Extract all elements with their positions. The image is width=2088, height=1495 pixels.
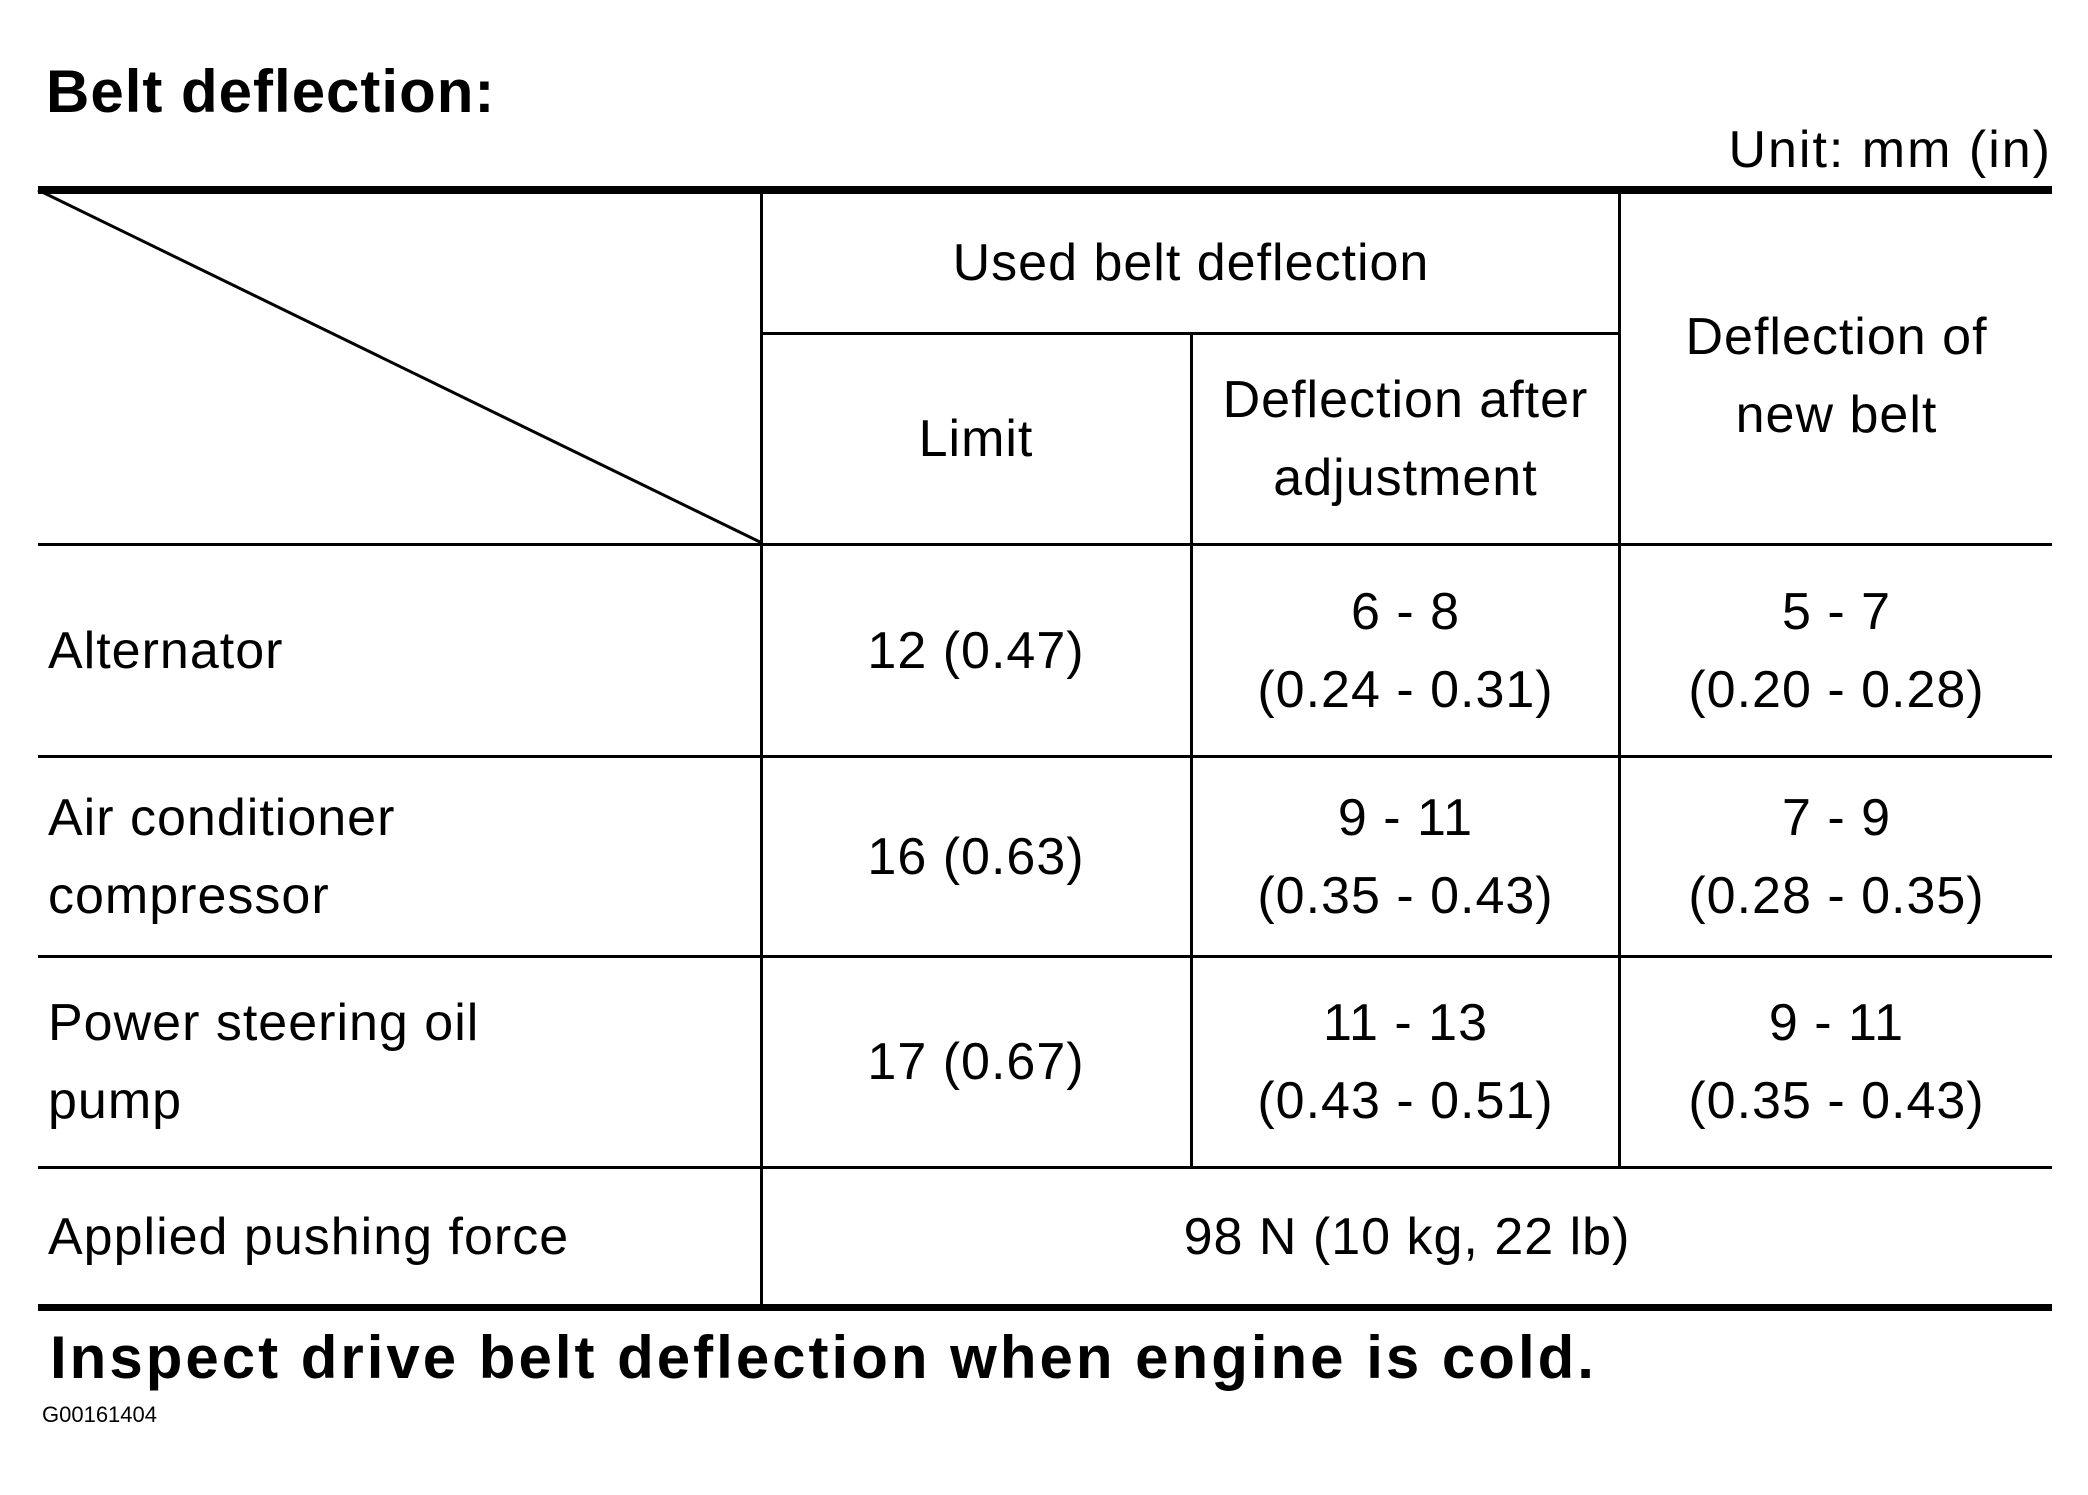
limit-value: 16 (0.63) <box>867 827 1085 886</box>
after-adjustment-in: (0.24 - 0.31) <box>1257 660 1554 719</box>
unit-label: Unit: mm (in) <box>1728 121 2052 179</box>
header-new-belt-line-1: Deflection of <box>1685 308 1988 366</box>
table-row-power-steering-new-belt <box>1621 958 2052 1166</box>
new-belt-mm: 5 - 7 <box>1781 582 1892 641</box>
table-row-ac-compressor-new-belt <box>1621 758 2052 955</box>
table-row-ac-compressor-after-adjustment <box>1193 758 1618 955</box>
force-value-text: 98 N (10 kg, 22 lb) <box>1183 1207 1631 1266</box>
new-belt-in: (0.35 - 0.43) <box>1688 1072 1985 1130</box>
after-adjustment-mm: 6 - 8 <box>1350 582 1461 641</box>
header-used-belt-deflection <box>762 194 1620 332</box>
header-limit <box>762 335 1190 543</box>
table-row-alternator-new-belt <box>1621 546 2052 755</box>
inspection-note: Inspect drive belt deflection when engine is cold. <box>50 1324 1597 1391</box>
header-deflection-after-adjustment <box>1193 335 1618 543</box>
header-deflection-of-new-belt <box>1621 194 2052 543</box>
row-label-line: Alternator <box>48 621 284 680</box>
new-belt-mm: 7 - 9 <box>1781 788 1892 847</box>
table-row-alternator-label <box>48 546 748 755</box>
new-belt-in: (0.28 - 0.35) <box>1688 866 1985 925</box>
page-title: Belt deflection: <box>46 58 496 125</box>
new-belt-mm: 9 - 11 <box>1768 994 1905 1052</box>
row-label-line-1: Power steering oil <box>48 994 480 1052</box>
header-after-adjustment-line-1: Deflection after <box>1222 371 1589 429</box>
force-label-text: Applied pushing force <box>48 1207 570 1266</box>
after-adjustment-in: (0.43 - 0.51) <box>1257 1072 1554 1130</box>
after-adjustment-mm: 11 - 13 <box>1322 994 1488 1052</box>
table-row-power-steering-limit <box>762 958 1190 1166</box>
table-row-alternator-after-adjustment <box>1193 546 1618 755</box>
header-new-belt-line-2: new belt <box>1735 386 1938 444</box>
after-adjustment-mm: 9 - 11 <box>1337 788 1474 847</box>
row-label-line-1: Air conditioner <box>48 788 396 847</box>
limit-value: 12 (0.47) <box>867 621 1085 680</box>
after-adjustment-in: (0.35 - 0.43) <box>1257 866 1554 925</box>
header-used-belt-deflection-text: Used belt deflection <box>952 234 1430 292</box>
table-row-force-value <box>762 1169 2052 1304</box>
table-row-ac-compressor-label <box>48 758 748 955</box>
limit-value: 17 (0.67) <box>867 1033 1085 1091</box>
table-row-power-steering-label <box>48 958 748 1166</box>
row-label-line-2: pump <box>48 1072 183 1130</box>
header-limit-text: Limit <box>918 410 1034 468</box>
table-row-power-steering-after-adjustment <box>1193 958 1618 1166</box>
table-row-force-label <box>48 1169 748 1304</box>
header-after-adjustment-line-2: adjustment <box>1273 449 1538 507</box>
table-row-alternator-limit <box>762 546 1190 755</box>
table-row-ac-compressor-limit <box>762 758 1190 955</box>
figure-code: G00161404 <box>42 1402 157 1427</box>
row-label-line-2: compressor <box>48 866 330 925</box>
new-belt-in: (0.20 - 0.28) <box>1688 660 1985 719</box>
